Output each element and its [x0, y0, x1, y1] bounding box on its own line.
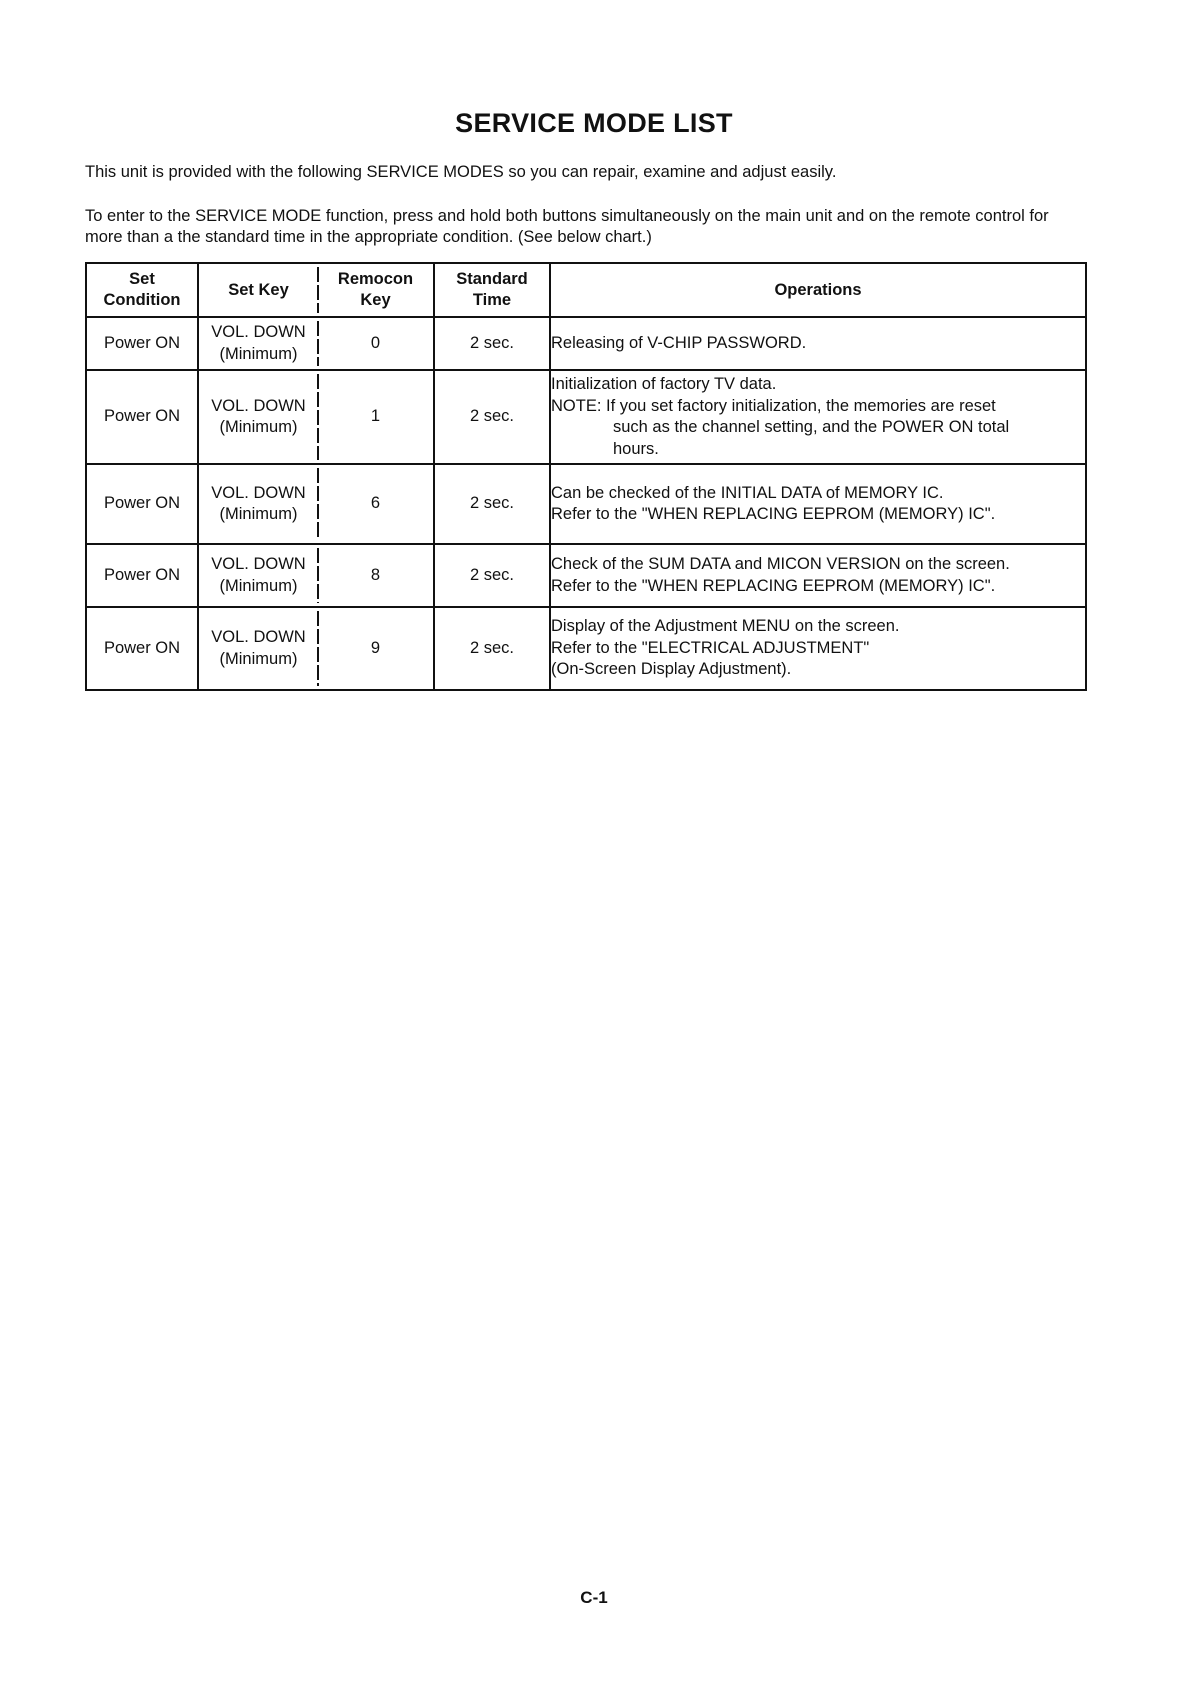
- cell-remocon-key: 0: [318, 317, 434, 370]
- service-mode-table: [85, 262, 1087, 691]
- table-row: [86, 544, 1086, 607]
- header-standard-time: Standard Time: [434, 263, 550, 317]
- cell-operations: Releasing of V-CHIP PASSWORD.: [550, 317, 1086, 370]
- header-set-condition: Set Condition: [86, 263, 198, 317]
- table-row: [86, 370, 1086, 464]
- cell-set-condition: Power ON: [86, 317, 198, 370]
- cell-operations: Initialization of factory TV data. NOTE: If you set factory initialization, the memories are reset such as the channel setting, and the POWER ON total hours.: [550, 370, 1086, 464]
- cell-set-key: VOL. DOWN (Minimum): [198, 464, 318, 544]
- cell-standard-time: 2 sec.: [434, 370, 550, 464]
- cell-set-key: VOL. DOWN (Minimum): [198, 607, 318, 690]
- cell-set-key: VOL. DOWN (Minimum): [198, 317, 318, 370]
- cell-standard-time: 2 sec.: [434, 607, 550, 690]
- cell-set-key: VOL. DOWN (Minimum): [198, 370, 318, 464]
- cell-standard-time: 2 sec.: [434, 544, 550, 607]
- cell-remocon-key: 6: [318, 464, 434, 544]
- table-row: [86, 317, 1086, 370]
- page-number: C-1: [580, 1588, 608, 1607]
- intro-paragraph-2: To enter to the SERVICE MODE function, press and hold both buttons simultaneously on the main unit and on the remote control for more than a the standard time in the appropriate condition. (See below chart.): [85, 207, 1049, 246]
- table-row: [86, 607, 1086, 690]
- cell-remocon-key: 1: [318, 370, 434, 464]
- note-text: NOTE: If you set factory initialization, the memories are reset: [551, 396, 996, 415]
- table-row: [86, 464, 1086, 544]
- cell-set-condition: Power ON: [86, 370, 198, 464]
- cell-set-condition: Power ON: [86, 464, 198, 544]
- intro-paragraph-1: This unit is provided with the following SERVICE MODES so you can repair, examine and adjust easily.: [85, 163, 837, 181]
- cell-standard-time: 2 sec.: [434, 317, 550, 370]
- header-set-key: Set Key: [198, 263, 318, 317]
- cell-remocon-key: 9: [318, 607, 434, 690]
- cell-operations: Display of the Adjustment MENU on the screen. Refer to the "ELECTRICAL ADJUSTMENT" (On-Screen Display Adjustment).: [550, 607, 1086, 690]
- table-header-row: [86, 263, 1086, 317]
- cell-standard-time: 2 sec.: [434, 464, 550, 544]
- cell-operations: Can be checked of the INITIAL DATA of MEMORY IC. Refer to the "WHEN REPLACING EEPROM (MEMORY) IC".: [550, 464, 1086, 544]
- cell-set-condition: Power ON: [86, 607, 198, 690]
- cell-set-condition: Power ON: [86, 544, 198, 607]
- cell-operations: Check of the SUM DATA and MICON VERSION on the screen. Refer to the "WHEN REPLACING EEPROM (MEMORY) IC".: [550, 544, 1086, 607]
- page-title: SERVICE MODE LIST: [455, 108, 733, 138]
- cell-set-key: VOL. DOWN (Minimum): [198, 544, 318, 607]
- header-operations: Operations: [550, 263, 1086, 317]
- header-remocon-key: Remocon Key: [318, 263, 434, 317]
- cell-remocon-key: 8: [318, 544, 434, 607]
